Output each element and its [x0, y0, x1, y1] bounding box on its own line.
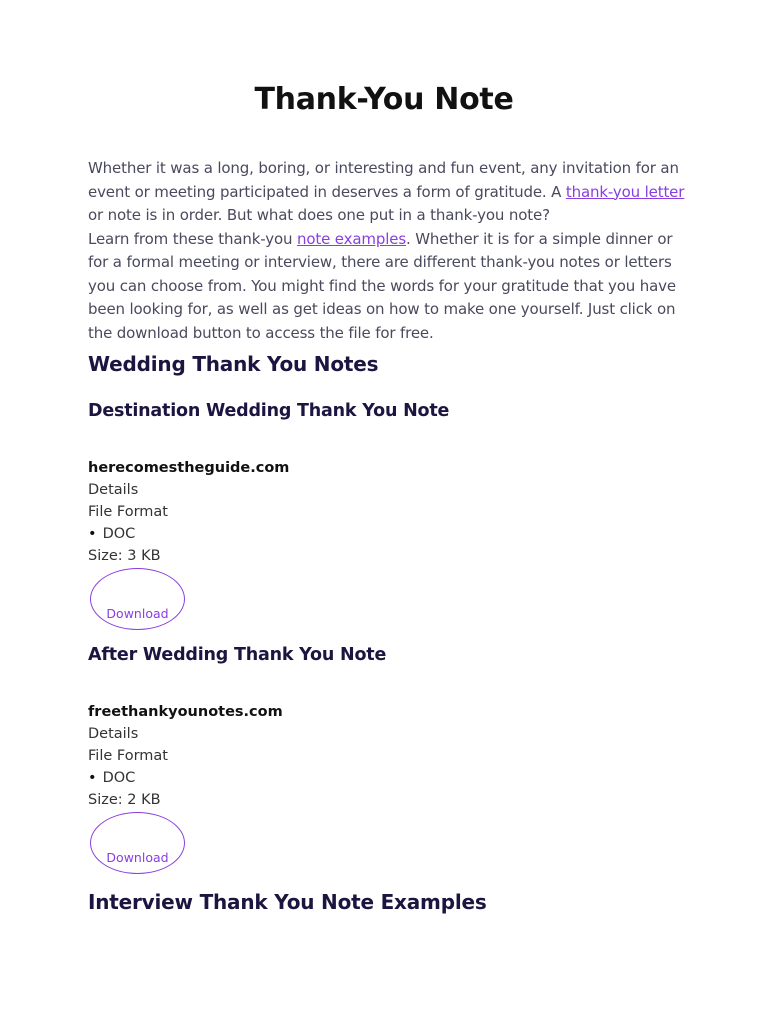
- after-wedding-details: [88, 701, 488, 811]
- file-format-label: File Format: [88, 504, 168, 520]
- after-wedding-heading: After Wedding Thank You Note: [88, 645, 387, 665]
- wedding-section-heading: Wedding Thank You Notes: [88, 352, 379, 376]
- intro-text: [88, 157, 688, 345]
- file-size: Size: 2 KB: [88, 792, 161, 808]
- file-format-value: [88, 523, 488, 545]
- details-label: Details: [88, 482, 139, 498]
- download-button[interactable]: Download: [90, 568, 185, 630]
- file-format-label: File Format: [88, 748, 168, 764]
- intro-p1-before: Whether it was a long, boring, or interesting and fun event, any invitation for an event or meeting participated in deserves a form of gratitude. A: [88, 159, 679, 201]
- intro-paragraph-2: [88, 228, 688, 346]
- intro-paragraph-1: [88, 157, 688, 228]
- source-site: herecomestheguide.com: [88, 460, 290, 476]
- note-examples-link[interactable]: note examples: [297, 229, 406, 248]
- file-format-value: [88, 767, 488, 789]
- intro-p2-before: Learn from these thank-you: [88, 229, 297, 248]
- destination-wedding-heading: Destination Wedding Thank You Note: [88, 401, 450, 421]
- intro-p2-after: . Whether it is for a simple dinner or for a formal meeting or interview, there are different thank-you notes or letters you can choose from. You might find the words for your gratitude that you have been looking for, as well as get ideas on how to make one yourself. Just click on the download button to access the file for free.: [88, 229, 676, 342]
- thank-you-letter-link[interactable]: thank-you letter: [565, 182, 685, 201]
- interview-section-heading: Interview Thank You Note Examples: [88, 890, 487, 914]
- download-button[interactable]: Download: [90, 812, 185, 874]
- file-format-text: DOC: [102, 526, 136, 542]
- source-site: freethankyounotes.com: [88, 704, 283, 720]
- destination-wedding-details: [88, 457, 488, 567]
- intro-p1-after: or note is in order. But what does one put in a thank-you note?: [88, 206, 550, 224]
- file-size: Size: 3 KB: [88, 548, 161, 564]
- details-label: Details: [88, 726, 139, 742]
- page-title: Thank-You Note: [254, 82, 514, 117]
- file-format-text: DOC: [102, 770, 136, 786]
